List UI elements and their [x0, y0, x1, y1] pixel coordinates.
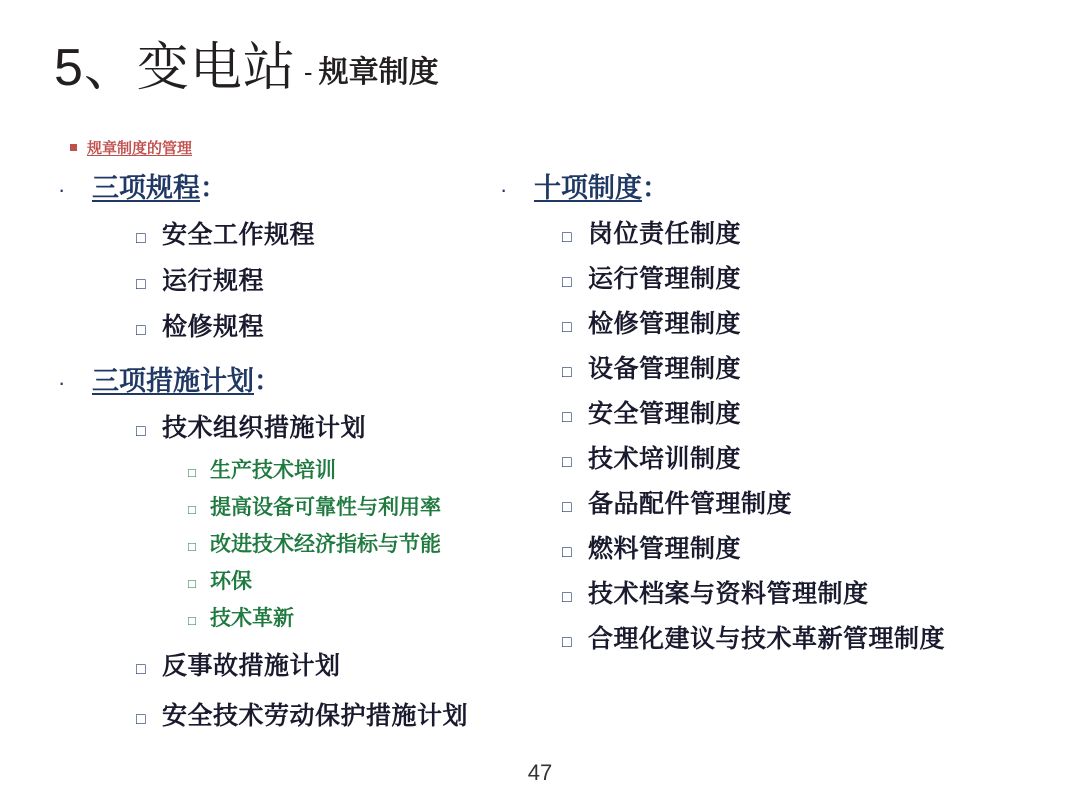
- square-outline-bullet-icon: □: [136, 322, 146, 339]
- list-item-label: 燃料管理制度: [588, 535, 742, 563]
- slide-title-dash: -: [303, 57, 313, 87]
- list-item: [58, 408, 528, 444]
- section-subheading-label: 规章制度的管理: [87, 140, 193, 157]
- dot-bullet-icon: ·: [500, 177, 508, 202]
- list-item-label: 设备管理制度: [588, 355, 742, 383]
- list-item: [500, 214, 1060, 250]
- list-item: [500, 304, 1060, 340]
- list-item-label: 检修规程: [162, 313, 265, 341]
- square-outline-bullet-icon: □: [562, 364, 572, 381]
- list-item: [58, 307, 528, 343]
- list-item: [500, 349, 1060, 385]
- list-item: [500, 484, 1060, 520]
- list-heading-colon: ：: [200, 173, 227, 203]
- list-item-label: 技术培训制度: [588, 445, 742, 473]
- square-outline-bullet-icon: □: [562, 454, 572, 471]
- sub-list-item: [58, 454, 528, 484]
- sub-list-item-label: 提高设备可靠性与利用率: [210, 496, 441, 519]
- list-item-label: 备品配件管理制度: [588, 490, 793, 518]
- list-item: [58, 261, 528, 297]
- list-item-label: 技术组织措施计划: [162, 414, 367, 442]
- list-heading-three-regulations: [58, 166, 528, 205]
- dot-bullet-icon: ·: [58, 370, 66, 395]
- square-outline-bullet-icon: □: [136, 276, 146, 293]
- dot-bullet-icon: ·: [58, 177, 66, 202]
- slide-title-main: 5、变电站: [54, 39, 296, 97]
- square-outline-bullet-icon: □: [562, 409, 572, 426]
- list-heading-colon: ：: [254, 366, 281, 396]
- list-item-label: 检修管理制度: [588, 310, 742, 338]
- list-item-label: 反事故措施计划: [162, 652, 341, 680]
- list-item-label: 运行规程: [162, 267, 265, 295]
- list-heading-label: 三项规程: [92, 173, 200, 203]
- square-outline-bullet-icon: □: [562, 589, 572, 606]
- list-item: [500, 439, 1060, 475]
- sub-list-item: [58, 565, 528, 595]
- list-heading-colon: ：: [642, 173, 669, 203]
- square-outline-bullet-icon: □: [562, 634, 572, 651]
- list-item-label: 运行管理制度: [588, 265, 742, 293]
- page-number: 47: [527, 760, 553, 785]
- square-bullet-icon: [70, 144, 77, 151]
- square-outline-bullet-icon: □: [562, 229, 572, 246]
- sub-list-item-label: 生产技术培训: [210, 459, 336, 482]
- slide-title-sub: 规章制度: [318, 56, 439, 89]
- square-outline-bullet-icon: □: [562, 274, 572, 291]
- list-item-label: 安全工作规程: [162, 221, 316, 249]
- square-outline-bullet-icon: □: [136, 711, 146, 728]
- list-heading-label: 三项措施计划: [92, 366, 254, 396]
- square-outline-bullet-icon: □: [136, 423, 146, 440]
- right-column: [500, 166, 1060, 664]
- sub-list-item: [58, 528, 528, 558]
- square-outline-bullet-icon: □: [136, 661, 146, 678]
- square-outline-bullet-icon: □: [562, 319, 572, 336]
- list-item: [500, 574, 1060, 610]
- list-heading-ten-systems: [500, 166, 1060, 205]
- sub-list-item: [58, 602, 528, 632]
- list-item: [500, 529, 1060, 565]
- list-item-label: 岗位责任制度: [588, 220, 742, 248]
- list-item: [500, 259, 1060, 295]
- list-item: [58, 696, 528, 732]
- left-column: [58, 166, 528, 742]
- square-outline-bullet-icon: □: [188, 613, 196, 628]
- square-outline-bullet-icon: □: [188, 539, 196, 554]
- sub-list-item-label: 改进技术经济指标与节能: [210, 533, 441, 556]
- square-outline-bullet-icon: □: [188, 576, 196, 591]
- square-outline-bullet-icon: □: [188, 502, 196, 517]
- list-item: [58, 646, 528, 682]
- list-item: [500, 394, 1060, 430]
- section-subheading: [70, 137, 192, 158]
- list-item: [500, 619, 1060, 655]
- list-item: [58, 215, 528, 251]
- square-outline-bullet-icon: □: [562, 499, 572, 516]
- list-item-label: 技术档案与资料管理制度: [588, 580, 869, 608]
- slide-title: [54, 39, 439, 97]
- list-item-label: 安全管理制度: [588, 400, 742, 428]
- sub-list-item-label: 技术革新: [210, 607, 294, 630]
- square-outline-bullet-icon: □: [562, 544, 572, 561]
- list-item-label: 合理化建议与技术革新管理制度: [588, 625, 946, 653]
- list-heading-three-measure-plans: [58, 359, 528, 398]
- square-outline-bullet-icon: □: [136, 230, 146, 247]
- square-outline-bullet-icon: □: [188, 465, 196, 480]
- sub-list-item: [58, 491, 528, 521]
- sub-list-item-label: 环保: [210, 570, 252, 593]
- list-heading-label: 十项制度: [534, 173, 642, 203]
- list-item-label: 安全技术劳动保护措施计划: [162, 702, 469, 730]
